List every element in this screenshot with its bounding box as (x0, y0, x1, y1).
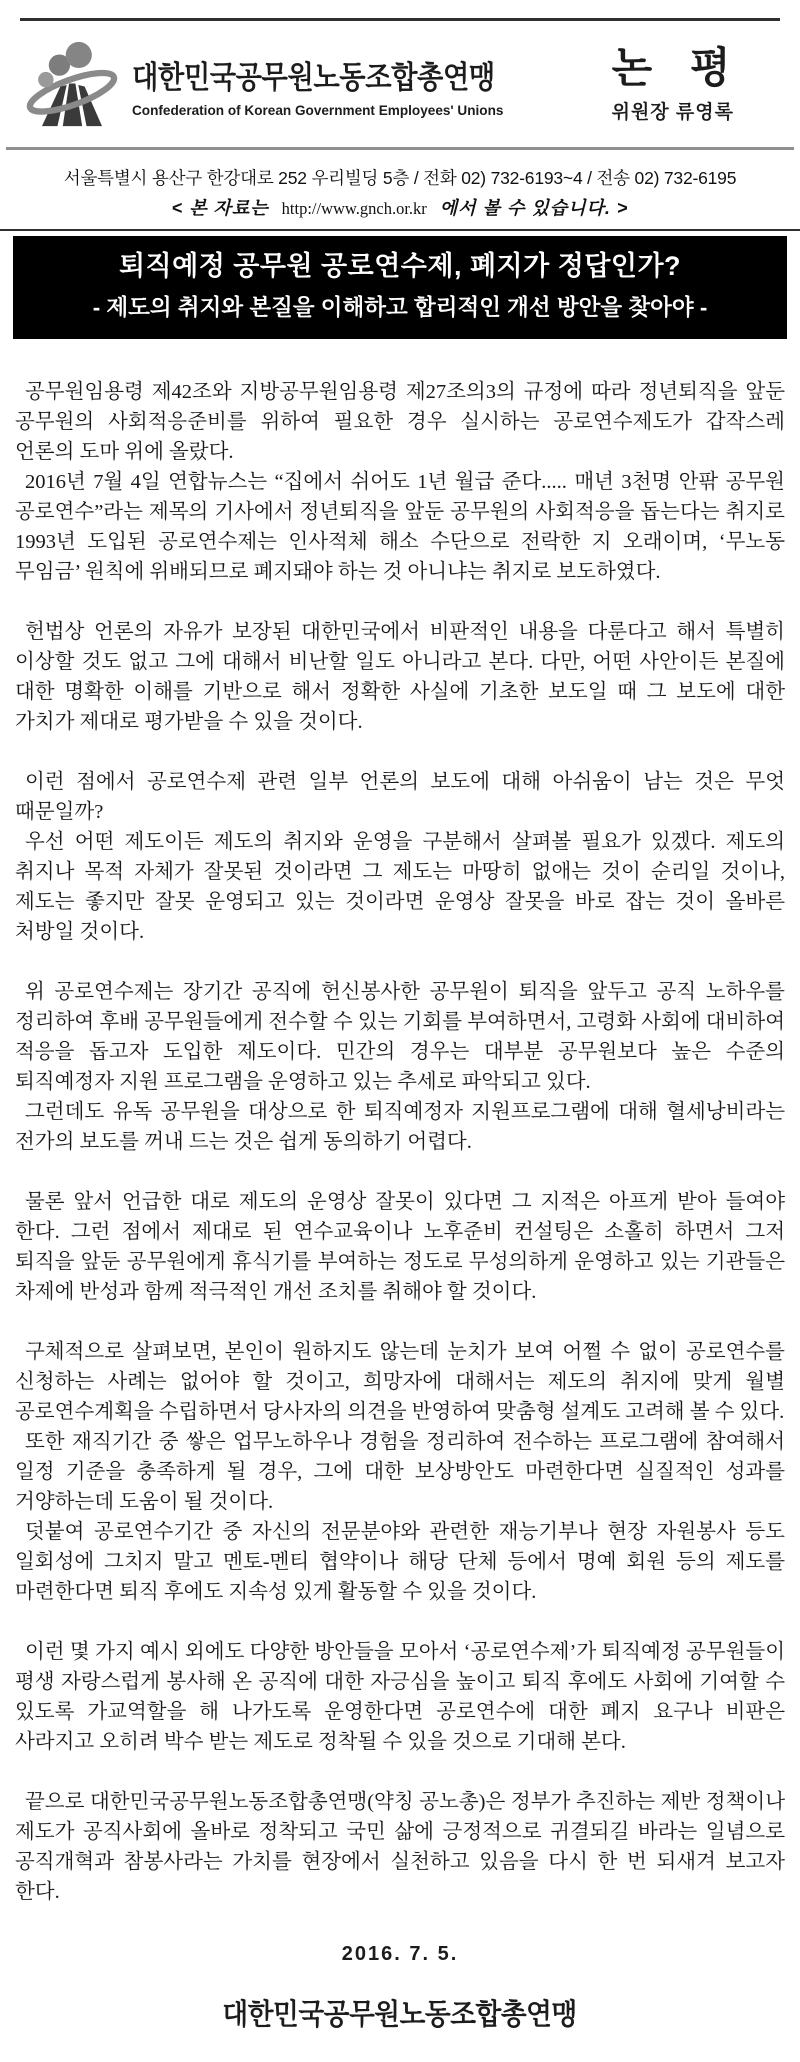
body-paragraph: 구체적으로 살펴보면, 본인이 원하지도 않는데 눈치가 보여 어쩔 수 없이 공로연수를 신청하는 사례는 없어야 할 것이고, 희망자에 대해서는 제도의 취지에 맞게 월별 공로연수계획을 수립하면서 당사자의 의견을 반영하여 맞춤형 설계도 고려해 볼 수 있다. (15, 1341, 785, 1424)
address-line: 서울특별시 용산구 한강대로 252 우리빌딩 5층 / 전화 02) 732-6193~4 / 전송 02) 732-6195 (63, 168, 737, 188)
body-paragraph: 그런데도 유독 공무원을 대상으로 한 퇴직예정자 지원프로그램에 대해 혈세낭비라는 전가의 보도를 꺼내 드는 것은 쉽게 동의하기 어렵다. (15, 1101, 785, 1154)
headline-banner (13, 236, 787, 339)
body-paragraph: 덧붙여 공로연수기간 중 자신의 전문분야와 관련한 재능기부나 현장 자원봉사 등도 일회성에 그치지 말고 멘토-멘티 협약이나 해당 단체 등에서 명예 회원 등의 제도를 마련한다면 퇴직 후에도 지속성 있게 활동할 수 있을 것이다. (15, 1521, 785, 1604)
header-divider (6, 147, 794, 150)
document-body (15, 377, 785, 1907)
source-notice (0, 194, 800, 220)
body-paragraph: 우선 어떤 제도이든 제도의 취지와 운영을 구분해서 살펴볼 필요가 있겠다. 제도의 취지나 목적 자체가 잘못된 것이라면 그 제도는 마땅히 없애는 것이 순리일 것이나, 제도는 좋지만 잘못 운영되고 있는 것이라면 운영상 잘못을 바로 잡는 것이 올바른 처방일 것이다. (15, 831, 785, 944)
website-url: http://www.gnch.or.kr (281, 199, 427, 218)
union-people-logo-icon (22, 39, 122, 131)
org-name-korean: 대한민국공무원노동조합총연맹 (132, 60, 495, 95)
org-name-block (132, 52, 544, 118)
masthead (0, 21, 800, 141)
org-name-english: Confederation of Korean Government Employees' Unions (132, 102, 504, 118)
body-paragraph: 공무원임용령 제42조와 지방공무원임용령 제27조의3의 규정에 따라 정년퇴직을 앞둔 공무원의 사회적응준비를 위하여 필요한 경우 실시하는 공로연수제도가 갑작스레 언론의 도마 위에 올랐다. (15, 381, 785, 464)
notice-prefix: < 본 자료는 (171, 198, 269, 218)
document-date: 2016. 7. 5. (341, 1943, 459, 1966)
doc-type-title: 논 평 (611, 43, 731, 91)
notice-suffix: 에서 볼 수 있습니다. > (439, 198, 629, 218)
body-paragraph: 이런 점에서 공로연수제 관련 일부 언론의 보도에 대해 아쉬움이 남는 것은 무엇 때문일까? (15, 771, 785, 824)
headline-subtitle: - 제도의 취지와 본질을 이해하고 합리적인 개선 방안을 찾아야 - (92, 294, 708, 320)
body-paragraph: 2016년 7월 4일 연합뉴스는 “집에서 쉬어도 1년 월급 준다..... 매년 3천명 안팎 공무원 공로연수”라는 제목의 기사에서 정년퇴직을 앞둔 공무원의 사회적응을 돕는다는 취지로 1993년 도입된 공로연수제는 인사적체 해소 수단으로 전락한 지 오래이며, ‘무노동 무임금’ 원칙에 위배되므로 폐지돼야 하는 것 아니냐는 취지로 보도하였다. (15, 471, 785, 584)
body-paragraph: 물론 앞서 언급한 대로 제도의 운영상 잘못이 있다면 그 지적은 아프게 받아 들여야 한다. 그런 점에서 제대로 된 연수교육이나 노후준비 컨설팅은 소홀히 하면서 그저 퇴직을 앞둔 공무원에게 휴식기를 부여하는 정도로 무성의하게 운영하고 있는 기관들은 차제에 반성과 함께 적극적인 개선 조치를 취해야 할 것이다. (15, 1191, 785, 1304)
doc-type-block (611, 43, 734, 124)
chairman-name: 위원장 류영록 (611, 101, 734, 123)
body-paragraph: 끝으로 대한민국공무원노동조합총연맹(약칭 공노총)은 정부가 추진하는 제반 정책이나 제도가 공직사회에 올바로 정착되고 국민 삶에 긍정적으로 귀결되길 바라는 일념으로 공직개혁과 참봉사라는 가치를 현장에서 실천하고 있음을 다시 한 번 되새겨 보고자 한다. (15, 1791, 785, 1904)
headline-title: 퇴직예정 공무원 공로연수제, 폐지가 정답인가? (118, 251, 682, 281)
signature-org-name: 대한민국공무원노동조합총연맹 (222, 1999, 578, 2032)
body-paragraph: 헌법상 언론의 자유가 보장된 대한민국에서 비판적인 내용을 다룬다고 해서 특별히 이상할 것도 없고 그에 대해서 비난할 일도 아니라고 본다. 다만, 어떤 사안이든 본질에 대한 명확한 이해를 기반으로 해서 정확한 사실에 기초한 보도일 때 그 보도에 대한 가치가 제대로 평가받을 수 있을 것이다. (15, 621, 785, 734)
body-paragraph: 위 공로연수제는 장기간 공직에 헌신봉사한 공무원이 퇴직을 앞두고 공직 노하우를 정리하여 후배 공무원들에게 전수할 수 있는 기회를 부여하면서, 고령화 사회에 대비하여 적응을 돕고자 도입한 제도이다. 민간의 경우는 대부분 공무원보다 높은 수준의 퇴직예정자 지원 프로그램을 운영하고 있는 추세로 파악되고 있다. (15, 981, 785, 1094)
body-paragraph: 이런 몇 가지 예시 외에도 다양한 방안들을 모아서 ‘공로연수제’가 퇴직예정 공무원들이 평생 자랑스럽게 봉사해 온 공직에 대한 자긍심을 높이고 퇴직 후에도 사회에 기여할 수 있도록 가교역할을 해 나가도록 운영한다면 공로연수에 대한 폐지 요구나 비판은 사라지고 오히려 박수 받는 제도로 정착될 수 있을 것으로 기대해 본다. (15, 1641, 785, 1754)
notice-divider (0, 229, 800, 231)
body-paragraph: 또한 재직기간 중 쌓은 업무노하우나 경험을 정리하여 전수하는 프로그램에 참여해서 일정 기준을 충족하게 될 경우, 그에 대한 보상방안도 마련한다면 실질적인 성과를 거양하는데 도움이 될 것이다. (15, 1431, 785, 1514)
